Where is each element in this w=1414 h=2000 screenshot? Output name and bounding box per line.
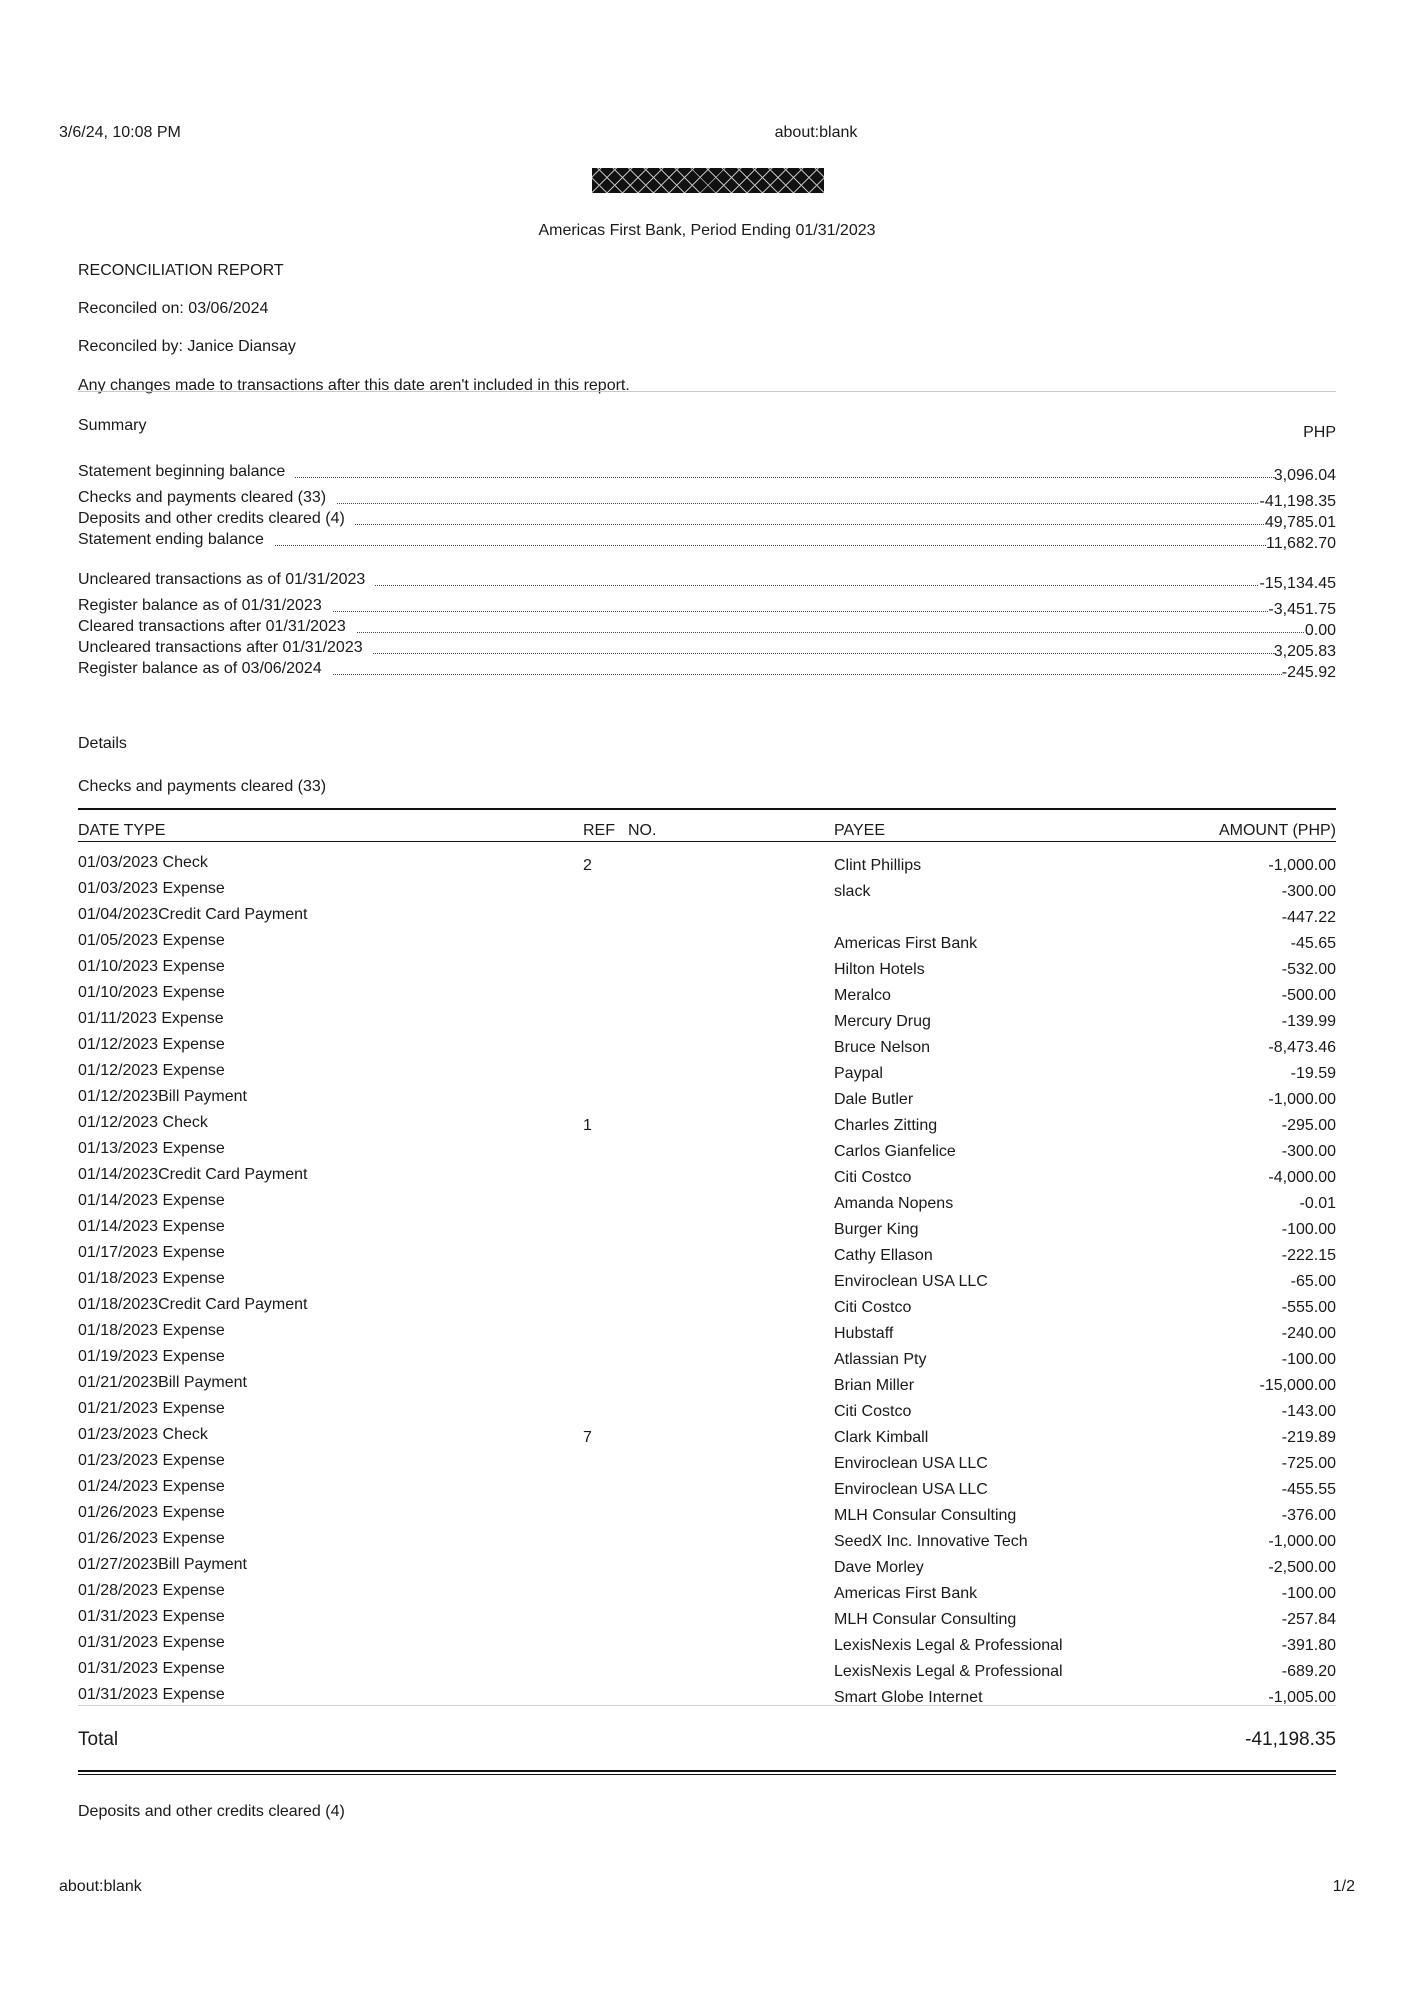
- table-row: [78, 904, 1336, 930]
- footer-page-number: 1/2: [1332, 1878, 1355, 1895]
- row-amount: -19.59: [1290, 1065, 1336, 1082]
- row-payee: Enviroclean USA LLC: [834, 1455, 988, 1472]
- row-payee: SeedX Inc. Innovative Tech: [834, 1533, 1028, 1550]
- row-amount: -447.22: [1281, 909, 1336, 926]
- summary-currency: PHP: [1303, 424, 1336, 441]
- summary-row-amount: -41,198.35: [1259, 493, 1336, 510]
- table-row: [78, 1398, 1336, 1424]
- row-payee: Charles Zitting: [834, 1117, 938, 1134]
- row-amount: -1,000.00: [1268, 1091, 1336, 1108]
- summary-row: [78, 487, 1336, 510]
- row-amount: -532.00: [1281, 961, 1336, 978]
- row-date-type: 01/13/2023 Expense: [78, 1140, 225, 1157]
- row-amount: -555.00: [1281, 1299, 1336, 1316]
- table-row: [78, 1580, 1336, 1606]
- summary-row-label: Deposits and other credits cleared (4): [78, 510, 355, 528]
- table-row: [78, 1060, 1336, 1086]
- row-date-type: 01/18/2023Credit Card Payment: [78, 1296, 308, 1313]
- report-title: RECONCILIATION REPORT: [78, 262, 284, 279]
- summary-row: [78, 461, 1336, 484]
- summary-row-label: Uncleared transactions after 01/31/2023: [78, 639, 373, 657]
- total-double-rule: [78, 1770, 1336, 1775]
- table-row: [78, 956, 1336, 982]
- redacted-company-logo: [592, 168, 824, 193]
- summary-row: [78, 637, 1336, 660]
- row-date-type: 01/28/2023 Expense: [78, 1582, 225, 1599]
- row-date-type: 01/10/2023 Expense: [78, 958, 225, 975]
- row-payee: Clint Phillips: [834, 857, 922, 874]
- table-row: [78, 1450, 1336, 1476]
- row-amount: -725.00: [1281, 1455, 1336, 1472]
- row-amount: -143.00: [1281, 1403, 1336, 1420]
- table-row: [78, 1216, 1336, 1242]
- table-row: [78, 852, 1336, 878]
- report-notice: Any changes made to transactions after this date aren't included in this report.: [78, 377, 630, 394]
- row-date-type: 01/14/2023 Expense: [78, 1192, 225, 1209]
- table-row: [78, 1164, 1336, 1190]
- row-date-type: 01/14/2023 Expense: [78, 1218, 225, 1235]
- row-amount: -4,000.00: [1268, 1169, 1336, 1186]
- summary-row-amount: 3,096.04: [1273, 467, 1336, 484]
- table-row: [78, 1528, 1336, 1554]
- reconciled-on: Reconciled on: 03/06/2024: [78, 300, 269, 317]
- row-amount: -1,000.00: [1268, 1533, 1336, 1550]
- row-date-type: 01/03/2023 Expense: [78, 880, 225, 897]
- summary-row-label: Statement ending balance: [78, 531, 274, 549]
- summary-row-amount: 49,785.01: [1264, 514, 1336, 531]
- row-payee: Meralco: [834, 987, 891, 1004]
- row-amount: -222.15: [1281, 1247, 1336, 1264]
- row-payee: Cathy Ellason: [834, 1247, 933, 1264]
- row-amount: -240.00: [1281, 1325, 1336, 1342]
- row-date-type: 01/10/2023 Expense: [78, 984, 225, 1001]
- row-payee: Dave Morley: [834, 1559, 924, 1576]
- table-row: [78, 1372, 1336, 1398]
- table-row: [78, 1008, 1336, 1034]
- col-header-payee: PAYEE: [834, 822, 885, 839]
- summary-row-amount: -245.92: [1281, 664, 1336, 681]
- row-date-type: 01/24/2023 Expense: [78, 1478, 225, 1495]
- table-row: [78, 1632, 1336, 1658]
- summary-row-amount: -15,134.45: [1259, 575, 1336, 592]
- row-payee: MLH Consular Consulting: [834, 1507, 1017, 1524]
- row-amount: -15,000.00: [1259, 1377, 1336, 1394]
- row-date-type: 01/12/2023 Expense: [78, 1036, 225, 1053]
- summary-row-amount: 0.00: [1304, 622, 1336, 639]
- row-date-type: 01/17/2023 Expense: [78, 1244, 225, 1261]
- row-amount: -100.00: [1281, 1351, 1336, 1368]
- row-payee: Mercury Drug: [834, 1013, 931, 1030]
- row-payee: Citi Costco: [834, 1403, 912, 1420]
- deposits-section-title: Deposits and other credits cleared (4): [78, 1803, 345, 1820]
- row-amount: -391.80: [1281, 1637, 1336, 1654]
- row-amount: -65.00: [1290, 1273, 1336, 1290]
- col-header-no: NO.: [628, 822, 657, 839]
- total-label: Total: [78, 1729, 119, 1750]
- row-date-type: 01/27/2023Bill Payment: [78, 1556, 247, 1573]
- row-payee: Hilton Hotels: [834, 961, 925, 978]
- row-payee: Paypal: [834, 1065, 883, 1082]
- row-payee: LexisNexis Legal & Professional: [834, 1637, 1063, 1654]
- row-date-type: 01/03/2023 Check: [78, 854, 208, 871]
- row-payee: Enviroclean USA LLC: [834, 1273, 988, 1290]
- details-heading: Details: [78, 735, 127, 752]
- row-amount: -300.00: [1281, 1143, 1336, 1160]
- col-header-date-type: DATE TYPE: [78, 822, 166, 839]
- row-date-type: 01/18/2023 Expense: [78, 1322, 225, 1339]
- checks-section-title: Checks and payments cleared (33): [78, 778, 327, 795]
- table-top-rule: [78, 808, 1336, 810]
- row-amount: -257.84: [1281, 1611, 1336, 1628]
- table-row: [78, 1190, 1336, 1216]
- row-payee: Dale Butler: [834, 1091, 914, 1108]
- row-date-type: 01/12/2023 Expense: [78, 1062, 225, 1079]
- table-row: [78, 1346, 1336, 1372]
- table-row: [78, 1606, 1336, 1632]
- table-row: [78, 1684, 1336, 1710]
- table-row: [78, 1294, 1336, 1320]
- row-amount: -0.01: [1299, 1195, 1336, 1212]
- row-payee: slack: [834, 883, 871, 900]
- col-header-amount: AMOUNT (PHP): [1218, 822, 1336, 839]
- table-row: [78, 1112, 1336, 1138]
- summary-row-amount: -3,451.75: [1268, 601, 1336, 618]
- row-date-type: 01/04/2023Credit Card Payment: [78, 906, 308, 923]
- row-payee: Brian Miller: [834, 1377, 915, 1394]
- divider: [78, 391, 1336, 392]
- summary-row-label: Register balance as of 01/31/2023: [78, 597, 332, 615]
- row-amount: -689.20: [1281, 1663, 1336, 1680]
- row-payee: MLH Consular Consulting: [834, 1611, 1017, 1628]
- table-row: [78, 930, 1336, 956]
- summary-row: [78, 508, 1336, 531]
- row-date-type: 01/23/2023 Expense: [78, 1452, 225, 1469]
- transactions-table-body: [78, 852, 1336, 1710]
- table-end-rule: [78, 1705, 1336, 1706]
- table-row: [78, 1658, 1336, 1684]
- summary-row-label: Cleared transactions after 01/31/2023: [78, 618, 356, 636]
- row-payee: Hubstaff: [834, 1325, 894, 1342]
- row-amount: -300.00: [1281, 883, 1336, 900]
- row-amount: -376.00: [1281, 1507, 1336, 1524]
- table-row: [78, 1320, 1336, 1346]
- row-payee: LexisNexis Legal & Professional: [834, 1663, 1063, 1680]
- row-amount: -1,000.00: [1268, 857, 1336, 874]
- row-amount: -100.00: [1281, 1585, 1336, 1602]
- row-amount: -1,005.00: [1268, 1689, 1336, 1706]
- row-date-type: 01/18/2023 Expense: [78, 1270, 225, 1287]
- summary-row-label: Statement beginning balance: [78, 463, 295, 481]
- row-date-type: 01/19/2023 Expense: [78, 1348, 225, 1365]
- row-payee: Smart Globe Internet: [834, 1689, 983, 1706]
- row-payee: Amanda Nopens: [834, 1195, 954, 1212]
- row-date-type: 01/31/2023 Expense: [78, 1686, 225, 1703]
- table-row: [78, 1554, 1336, 1580]
- table-row: [78, 1034, 1336, 1060]
- summary-row-amount: 11,682.70: [1266, 535, 1336, 552]
- row-date-type: 01/11/2023 Expense: [78, 1010, 224, 1027]
- row-date-type: 01/26/2023 Expense: [78, 1504, 225, 1521]
- table-row: [78, 1424, 1336, 1450]
- table-row: [78, 1138, 1336, 1164]
- row-amount: -139.99: [1281, 1013, 1336, 1030]
- row-date-type: 01/21/2023 Expense: [78, 1400, 225, 1417]
- row-ref: 2: [583, 857, 592, 874]
- row-amount: -219.89: [1281, 1429, 1336, 1446]
- row-date-type: 01/31/2023 Expense: [78, 1660, 225, 1677]
- row-payee: Clark Kimball: [834, 1429, 929, 1446]
- row-ref: 1: [583, 1117, 592, 1134]
- summary-row: [78, 616, 1336, 639]
- row-payee: Burger King: [834, 1221, 919, 1238]
- print-page-url: about:blank: [774, 124, 858, 141]
- summary-row-label: Checks and payments cleared (33): [78, 489, 336, 507]
- table-row: [78, 1476, 1336, 1502]
- row-payee: Americas First Bank: [834, 1585, 978, 1602]
- summary-row: [78, 569, 1336, 592]
- row-payee: Carlos Gianfelice: [834, 1143, 956, 1160]
- table-row: [78, 1086, 1336, 1112]
- table-row: [78, 878, 1336, 904]
- summary-row: [78, 658, 1336, 681]
- report-bank-period: Americas First Bank, Period Ending 01/31/2023: [538, 222, 876, 239]
- col-header-ref: REF: [583, 822, 615, 839]
- header-rule: [78, 841, 1336, 842]
- row-payee: Citi Costco: [834, 1169, 912, 1186]
- row-date-type: 01/31/2023 Expense: [78, 1608, 225, 1625]
- row-amount: -8,473.46: [1268, 1039, 1336, 1056]
- row-amount: -455.55: [1281, 1481, 1336, 1498]
- row-payee: Bruce Nelson: [834, 1039, 931, 1056]
- row-date-type: 01/21/2023Bill Payment: [78, 1374, 247, 1391]
- summary-row: [78, 595, 1336, 618]
- summary-row-amount: 3,205.83: [1273, 643, 1336, 660]
- row-amount: -100.00: [1281, 1221, 1336, 1238]
- table-row: [78, 1502, 1336, 1528]
- row-amount: -295.00: [1281, 1117, 1336, 1134]
- row-amount: -2,500.00: [1268, 1559, 1336, 1576]
- row-date-type: 01/31/2023 Expense: [78, 1634, 225, 1651]
- row-payee: Citi Costco: [834, 1299, 912, 1316]
- table-row: [78, 1242, 1336, 1268]
- row-date-type: 01/26/2023 Expense: [78, 1530, 225, 1547]
- row-date-type: 01/05/2023 Expense: [78, 932, 225, 949]
- summary-heading: Summary: [78, 417, 147, 434]
- row-date-type: 01/12/2023Bill Payment: [78, 1088, 247, 1105]
- row-payee: Americas First Bank: [834, 935, 978, 952]
- reconciled-by: Reconciled by: Janice Diansay: [78, 338, 296, 355]
- table-row: [78, 982, 1336, 1008]
- summary-row: [78, 529, 1336, 552]
- summary-row-label: Uncleared transactions as of 01/31/2023: [78, 571, 375, 589]
- row-date-type: 01/12/2023 Check: [78, 1114, 208, 1131]
- footer-url: about:blank: [59, 1878, 142, 1895]
- row-amount: -500.00: [1281, 987, 1336, 1004]
- total-amount: -41,198.35: [1245, 1729, 1336, 1750]
- row-payee: Atlassian Pty: [834, 1351, 927, 1368]
- row-payee: Enviroclean USA LLC: [834, 1481, 988, 1498]
- row-amount: -45.65: [1290, 935, 1336, 952]
- summary-row-label: Register balance as of 03/06/2024: [78, 660, 332, 678]
- row-date-type: 01/23/2023 Check: [78, 1426, 208, 1443]
- row-date-type: 01/14/2023Credit Card Payment: [78, 1166, 308, 1183]
- table-row: [78, 1268, 1336, 1294]
- print-datetime: 3/6/24, 10:08 PM: [59, 124, 181, 141]
- row-ref: 7: [583, 1429, 592, 1446]
